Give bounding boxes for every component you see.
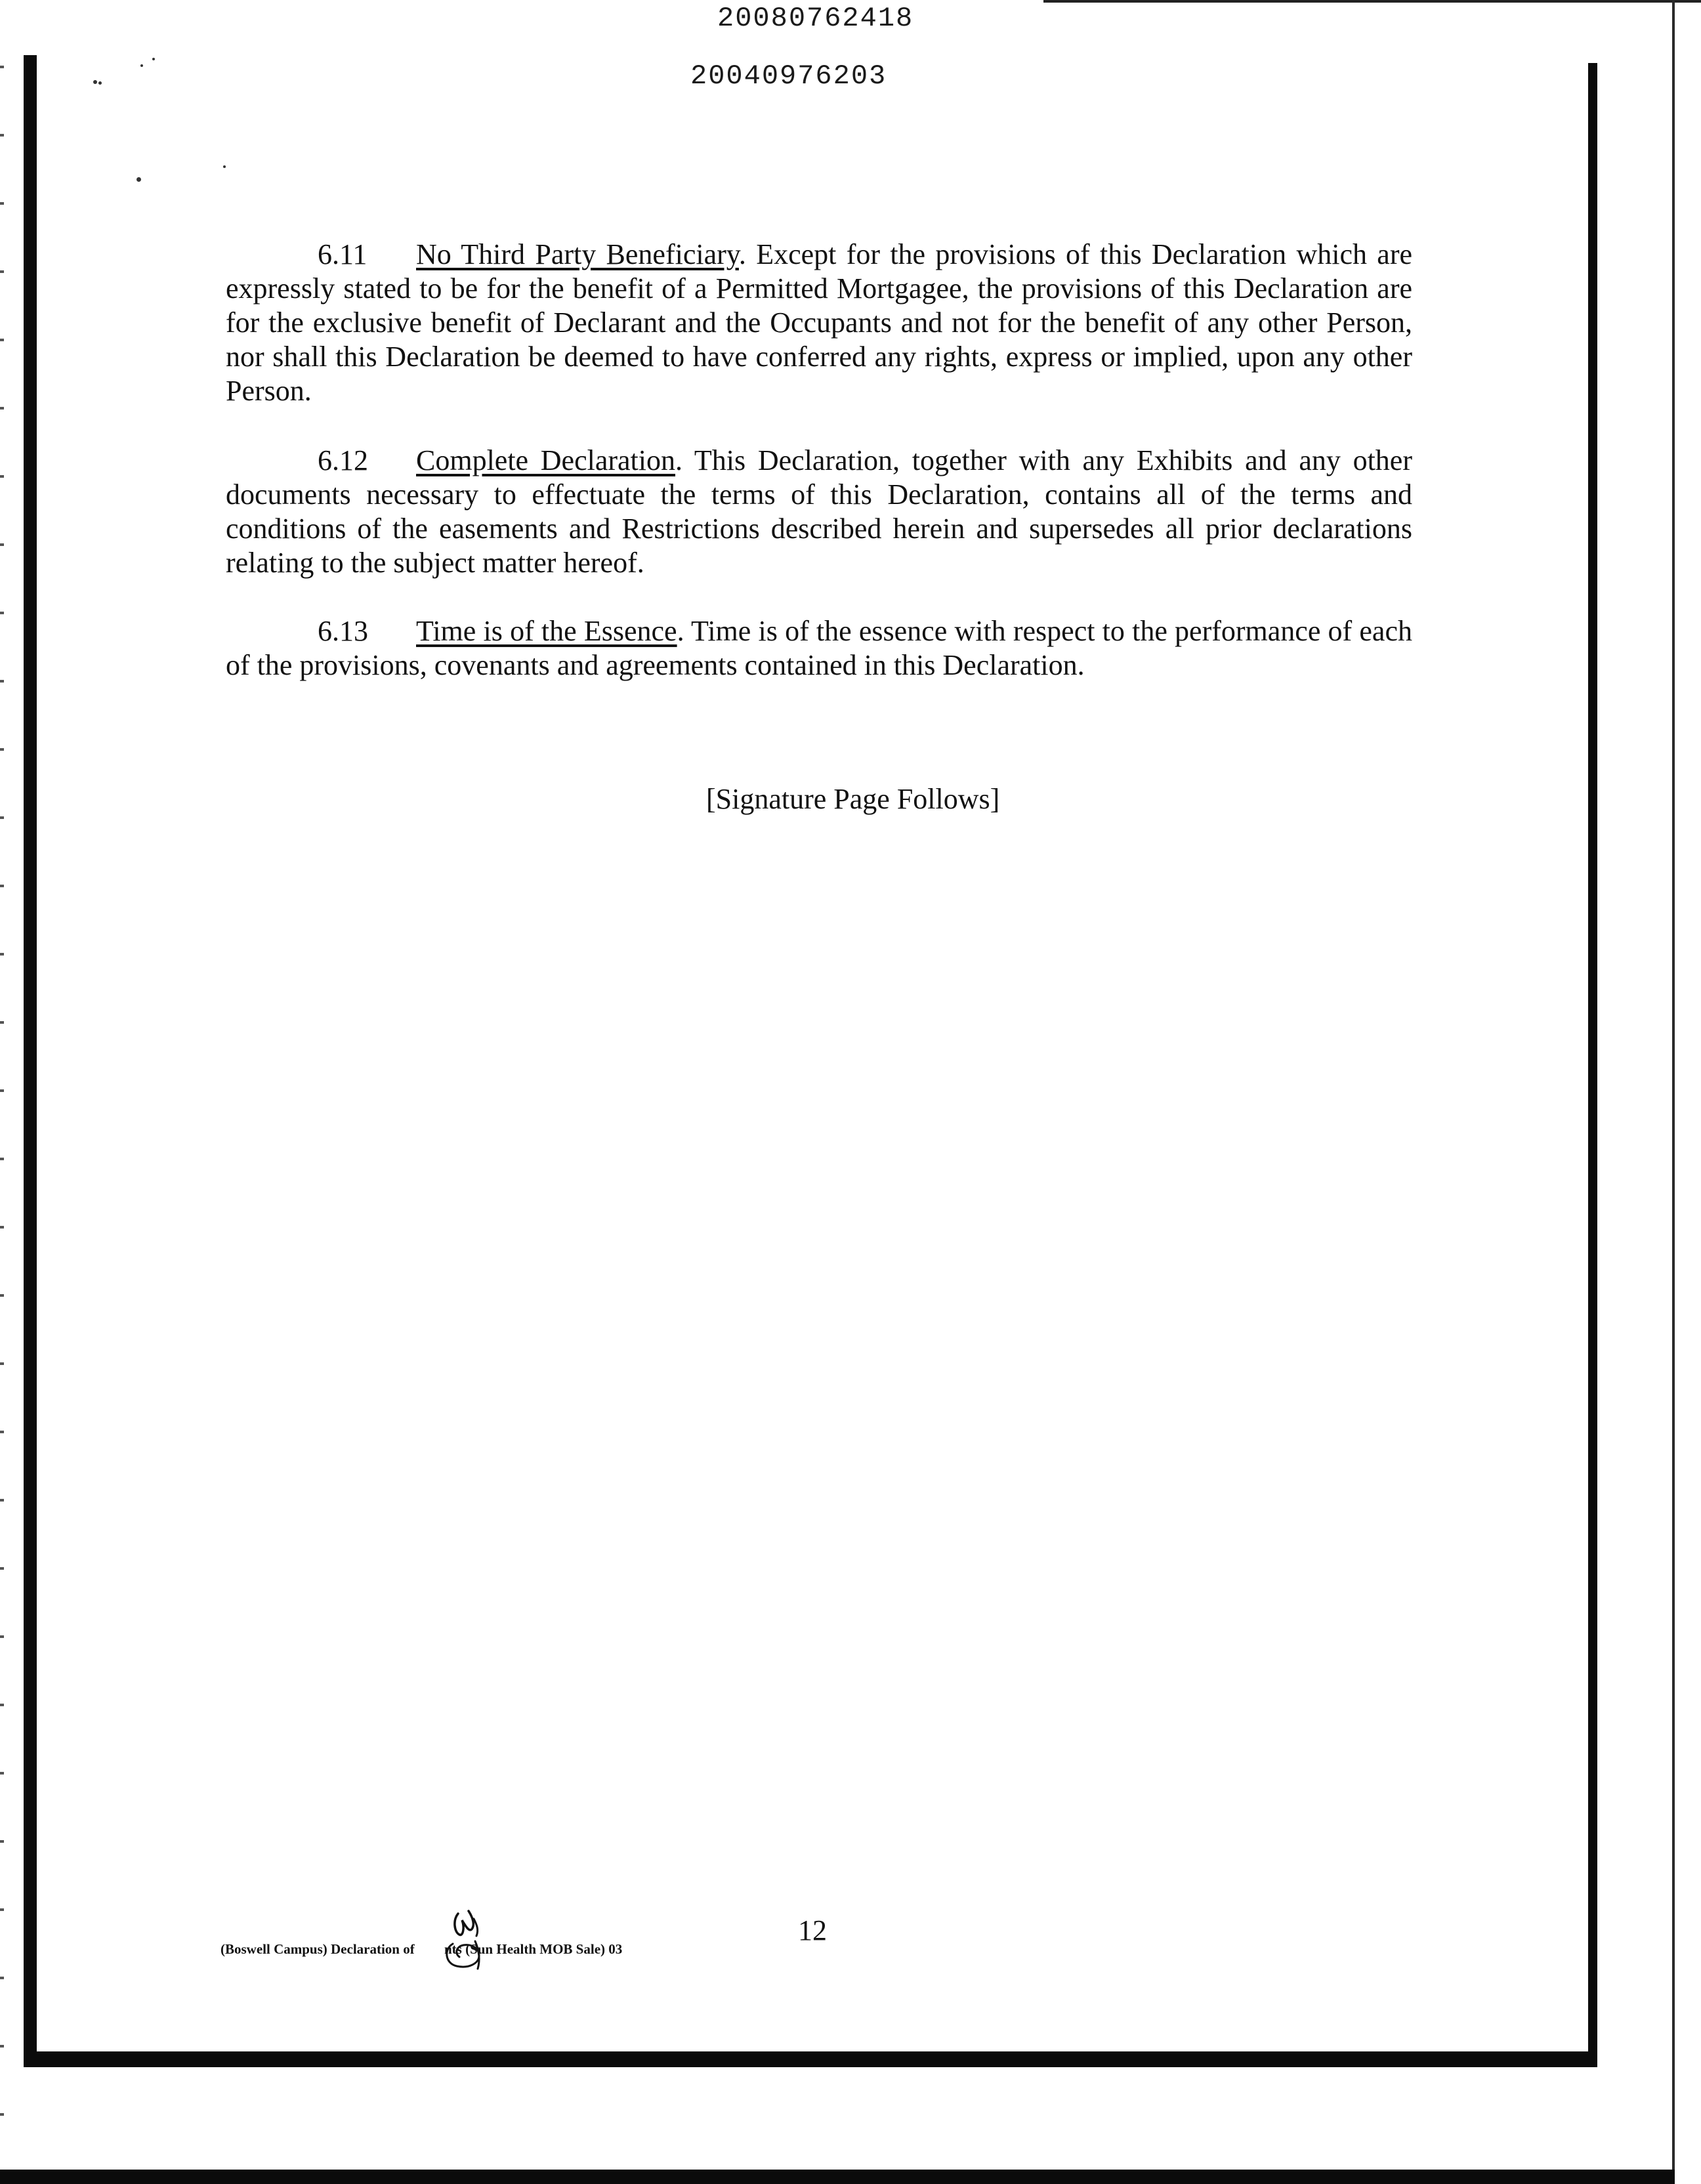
- scan-speck: [152, 58, 155, 60]
- footer-document-reference: [220, 1941, 622, 1958]
- section-text: . This Declaration, together with any Exhibits and any other documents necessary to effectuate the terms of this Declaration, contains all of the terms and conditions of the easements and Restrictions described herein and supersedes all prior declarations relating to the subject matter hereof.: [226, 444, 1412, 579]
- recording-number-second: 20040976203: [690, 60, 887, 92]
- scan-frame-top: [1043, 0, 1701, 3]
- section-number: 6.12: [318, 444, 368, 476]
- signature-page-note: [Signature Page Follows]: [706, 783, 1000, 815]
- scan-speck: [223, 165, 226, 168]
- handwritten-initials-icon: [433, 1900, 505, 1973]
- section-number: 6.11: [318, 238, 368, 270]
- section-6-12: [226, 444, 1412, 580]
- scan-speck: [98, 81, 102, 85]
- section-title: Complete Declaration: [416, 444, 675, 476]
- scan-frame-left: [24, 55, 37, 2067]
- section-number: 6.13: [318, 615, 368, 647]
- section-text: . Time is of the essence with respect to the performance of each of the provisions, covenants and agreements contained in this Declaration.: [226, 615, 1412, 681]
- section-text: . Except for the provisions of this Declaration which are expressly stated to be for the benefit of a Permitted Mortgagee, the provisions of this Declaration are for the exclusive benefit of Declarant and the Occupants and not for the benefit of any other Person, nor shall this Declaration be deemed to have conferred any rights, express or implied, upon any other Person.: [226, 238, 1412, 407]
- scan-edge-right: [1672, 0, 1675, 2184]
- section-title: Time is of the Essence: [416, 615, 677, 647]
- section-title: No Third Party Beneficiary: [416, 238, 739, 270]
- footer-suffix: nts (Sun Health MOB Sale) 03: [444, 1941, 623, 1957]
- section-6-11: [226, 238, 1412, 408]
- scan-speck: [93, 80, 97, 84]
- scan-edge-marks: [0, 0, 4, 2184]
- section-6-13: [226, 614, 1412, 682]
- scan-speck: [140, 64, 143, 67]
- page-number: 12: [798, 1914, 827, 1946]
- footer-prefix: (Boswell Campus) Declaration of: [220, 1941, 418, 1957]
- scan-edge-bottom: [0, 2170, 1675, 2184]
- scan-frame-bottom: [24, 2051, 1597, 2067]
- scan-speck: [136, 177, 141, 182]
- scan-frame-right: [1588, 63, 1597, 2066]
- recording-number-top: 20080762418: [717, 3, 914, 34]
